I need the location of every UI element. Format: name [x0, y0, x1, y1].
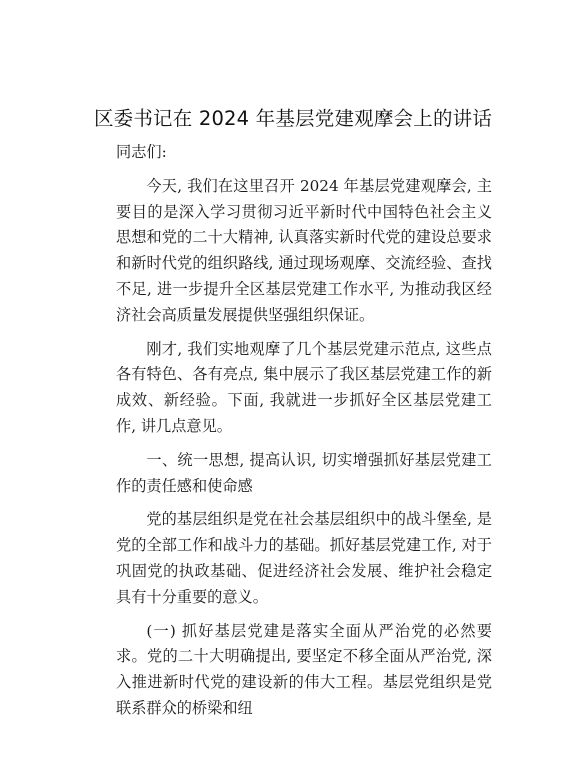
- document-body: [116, 140, 492, 730]
- paragraph-observation: 刚才, 我们实地观摩了几个基层党建示范点, 这些点各有特色、各有亮点, 集中展示了我区基层党建工作的新成效、新经验。下面, 我就进一步抓好全区基层党建工作, 讲几点意见。: [116, 339, 492, 435]
- paragraph-significance: 党的基层组织是党在社会基层组织中的战斗堡垒, 是党的全部工作和战斗力的基础。抓好基层党建工作, 对于巩固党的执政基础、促进经济社会发展、维护社会稳定具有十分重要的意义。: [116, 510, 492, 606]
- greeting: 同志们:: [116, 143, 167, 161]
- section-heading-one: 一、统一思想, 提高认识, 切实增强抓好基层党建工作的责任感和使命感: [116, 450, 492, 495]
- document-title: 区委书记在 2024 年基层党建观摩会上的讲话: [93, 107, 493, 130]
- subsection-one: (一) 抓好基层党建是落实全面从严治党的必然要求。党的二十大明确提出, 要坚定不移全面从严治党, 深入推进新时代党的建设新的伟大工程。基层党组织是党联系群众的桥梁和纽: [116, 621, 492, 717]
- paragraph-intro: 今天, 我们在这里召开 2024 年基层党建观摩会, 主要目的是深入学习贯彻习近平新时代中国特色社会主义思想和党的二十大精神, 认真落实新时代党的建设总要求和新时代党的组织路线, 通过现场观摩、交流经验、查找不足, 进一步提升全区基层党建工作水平, 为推动我区经济社会高质量发展提供坚强组织保证。: [116, 176, 492, 324]
